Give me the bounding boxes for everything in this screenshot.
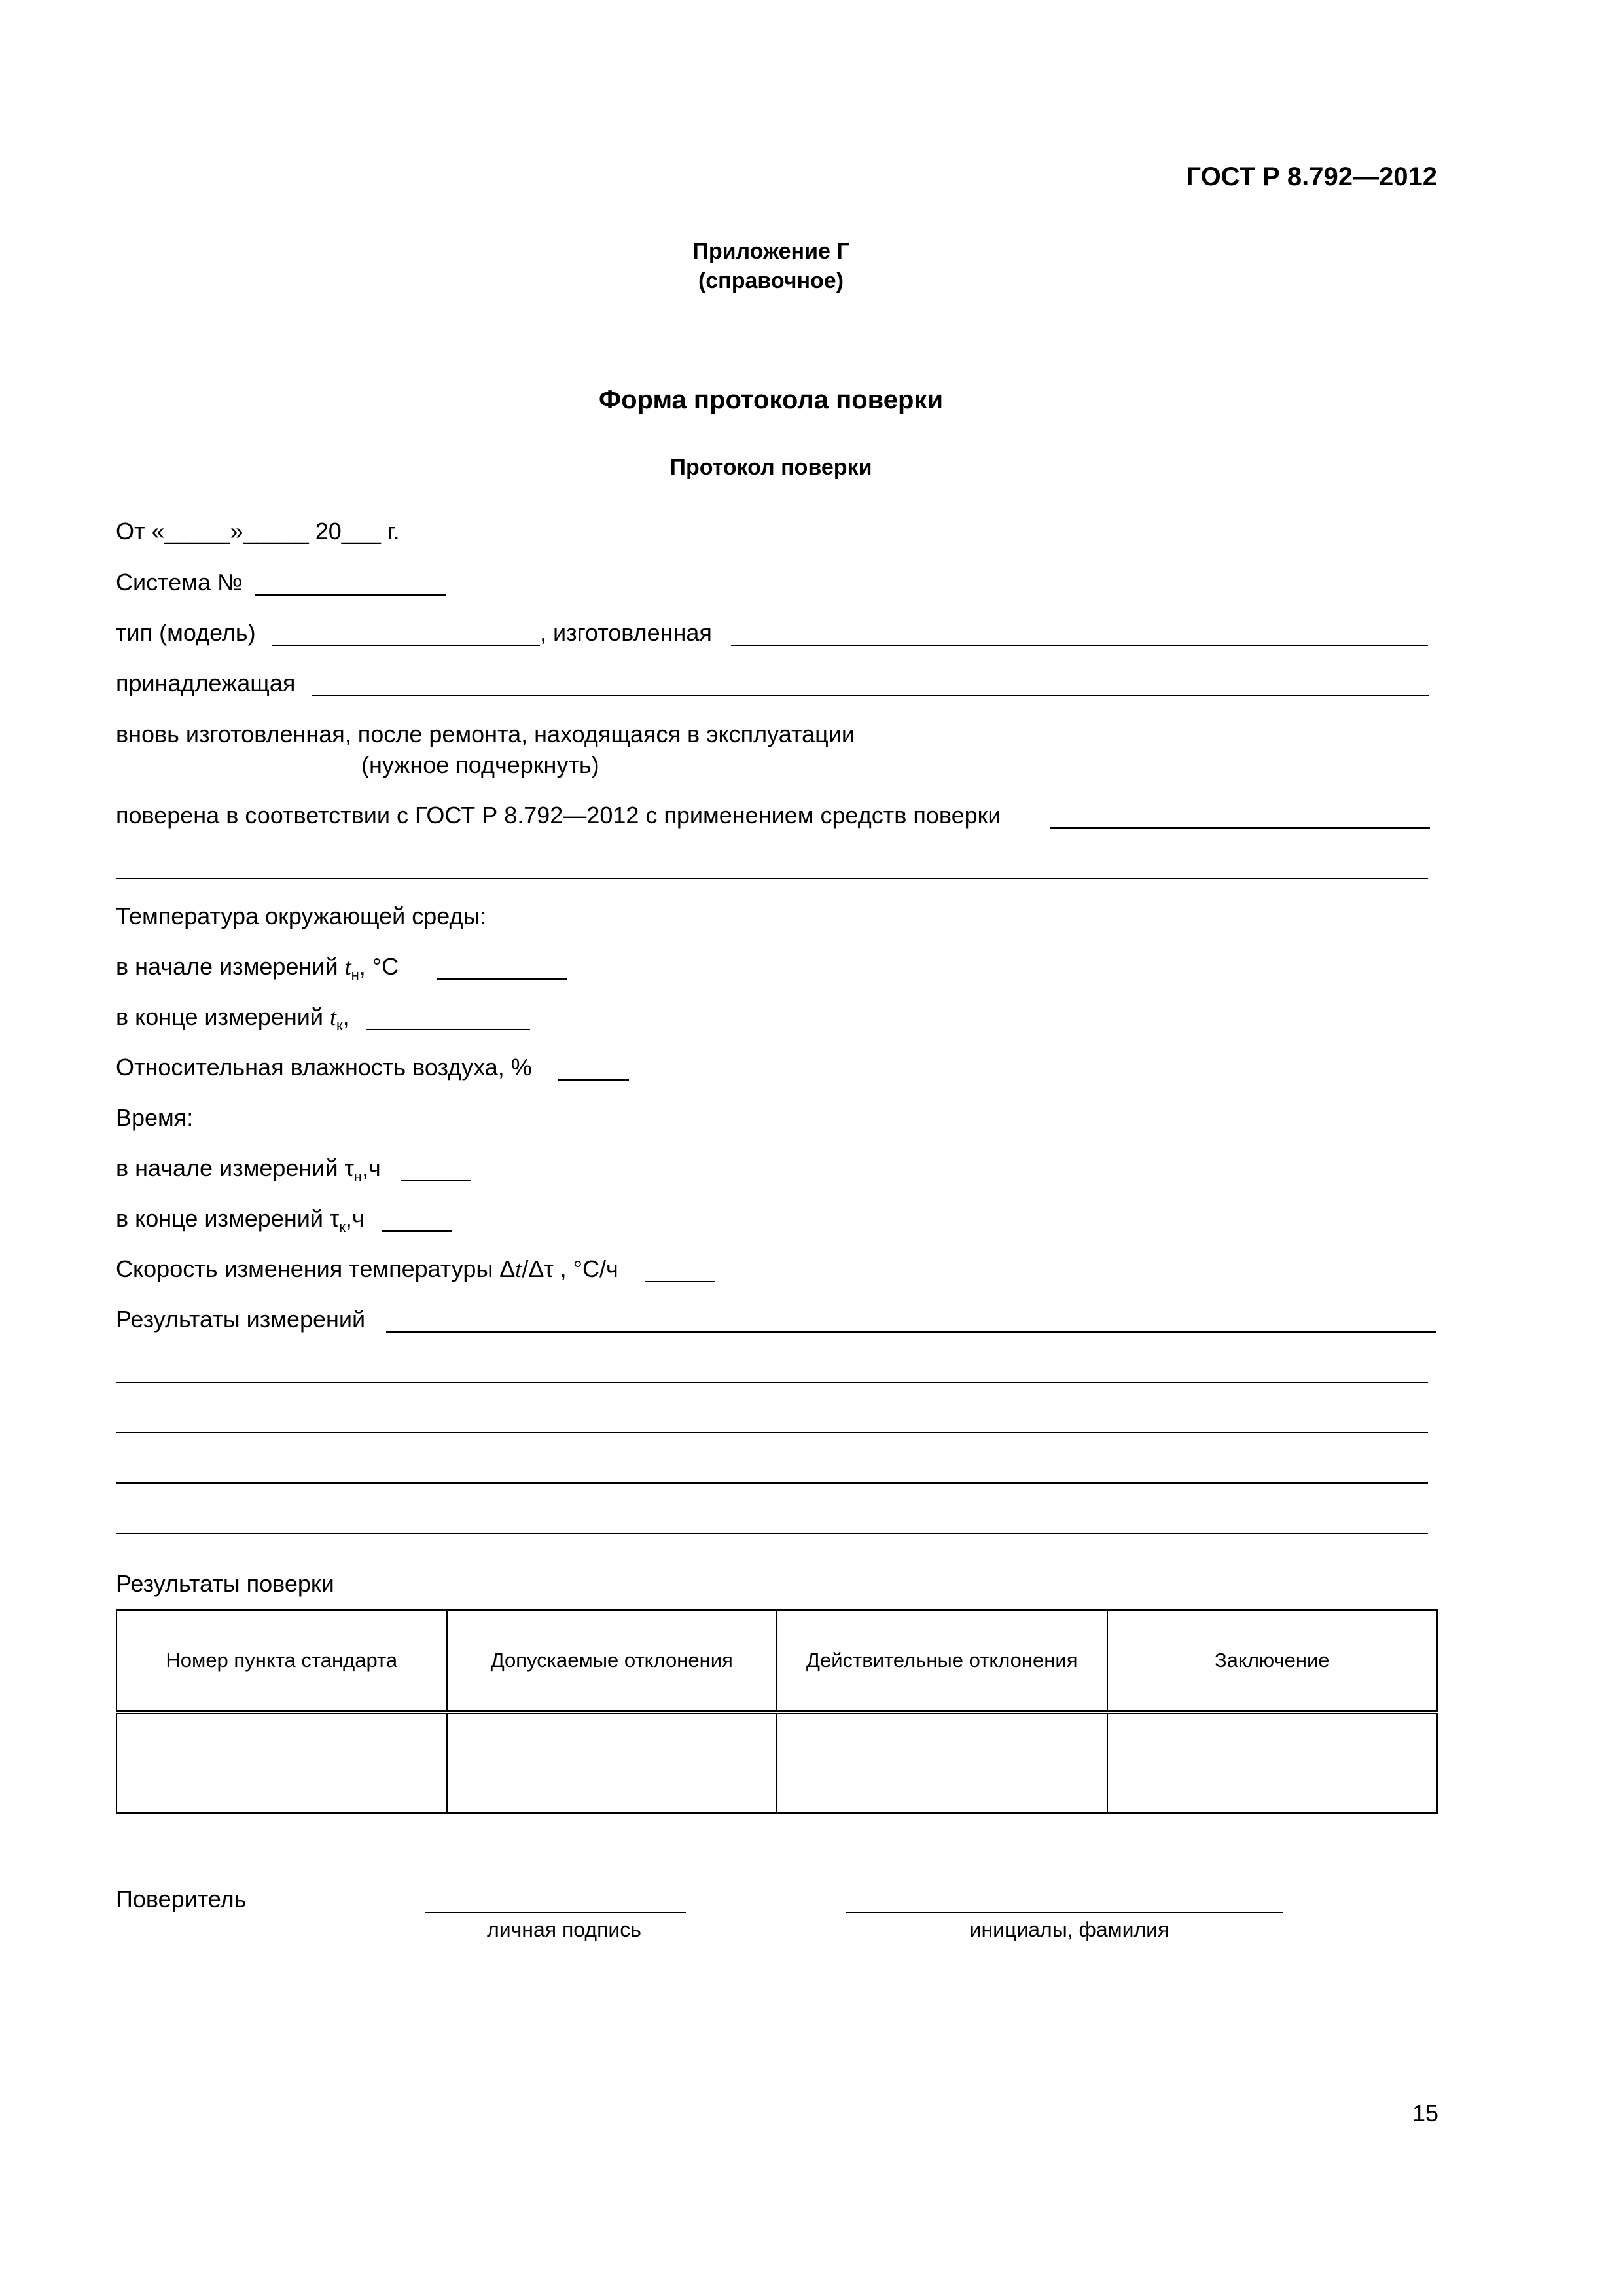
column-header: Номер пункта стандарта — [116, 1610, 447, 1712]
name-caption: инициалы, фамилия — [969, 1918, 1169, 1941]
column-header: Действительные отклонения — [777, 1610, 1107, 1712]
measurements-line-4[interactable] — [116, 1482, 1428, 1484]
verified-by-label: поверена в соответствии с ГОСТ Р 8.792—2012 с применением средств поверки — [116, 802, 1001, 829]
time-start-line[interactable] — [401, 1180, 471, 1181]
measurements-line-2[interactable] — [116, 1382, 1428, 1383]
table-cell[interactable] — [1107, 1712, 1438, 1813]
measurements-line-3[interactable] — [116, 1432, 1428, 1433]
state-hint: (нужное подчеркнуть) — [361, 751, 599, 778]
manufactured-label: , изготовленная — [540, 619, 712, 646]
table-row — [116, 1712, 1437, 1813]
document-code: ГОСТ Р 8.792—2012 — [1186, 162, 1437, 191]
results-title: Результаты поверки — [116, 1570, 334, 1597]
results-table — [116, 1609, 1438, 1814]
humidity-label: Относительная влажность воздуха, % — [116, 1054, 532, 1081]
humidity-line[interactable] — [558, 1079, 629, 1081]
temp-end-line[interactable] — [366, 1029, 530, 1030]
rate-line[interactable] — [645, 1281, 715, 1282]
rate-field: Скорость изменения температуры Δt/Δτ , °С/ч — [116, 1255, 618, 1282]
owner-label: принадлежащая — [116, 670, 296, 696]
ambient-temp-heading: Температура окружающей среды: — [116, 903, 487, 929]
manufactured-line[interactable] — [731, 645, 1428, 646]
verification-means-line-2[interactable] — [116, 878, 1428, 879]
measurements-label: Результаты измерений — [116, 1306, 366, 1333]
verifier-label: Поверитель — [116, 1886, 247, 1912]
verification-means-line[interactable] — [1050, 827, 1430, 829]
temp-start-line[interactable] — [437, 978, 567, 980]
time-heading: Время: — [116, 1104, 194, 1131]
column-header: Допускаемые отклонения — [447, 1610, 777, 1712]
system-number-label: Система № — [116, 569, 243, 596]
table-cell[interactable] — [777, 1712, 1107, 1813]
measurements-line-5[interactable] — [116, 1533, 1428, 1534]
column-header: Заключение — [1107, 1610, 1438, 1712]
signature-caption: личная подпись — [487, 1918, 641, 1941]
page-number: 15 — [1412, 2100, 1438, 2126]
protocol-title: Протокол поверки — [669, 455, 872, 480]
signature-line[interactable] — [425, 1912, 686, 1913]
table-cell[interactable] — [116, 1712, 447, 1813]
temp-end-field: в конце измерений $t_к$, — [116, 1003, 349, 1033]
state-options: вновь изготовленная, после ремонта, находящаяся в эксплуатации — [116, 721, 855, 747]
system-number-line[interactable] — [255, 594, 446, 596]
date-field[interactable]: От «_____»_____ 20___ г. — [116, 518, 400, 545]
type-model-line[interactable] — [272, 645, 540, 646]
name-line[interactable] — [846, 1912, 1283, 1913]
type-model-label: тип (модель) — [116, 619, 256, 646]
time-end-line[interactable] — [382, 1230, 452, 1232]
time-start-field: в начале измерений $\tau_н,ч$ — [116, 1155, 381, 1185]
appendix-title: Приложение Г — [692, 239, 849, 264]
table-cell[interactable] — [447, 1712, 777, 1813]
appendix-subtitle: (справочное) — [698, 268, 844, 293]
results-table-header — [116, 1610, 1437, 1712]
measurements-line-1[interactable] — [386, 1331, 1436, 1333]
form-title: Форма протокола поверки — [598, 386, 944, 414]
temp-start-field: в начале измерений $t_н$, °C — [116, 953, 399, 983]
owner-line[interactable] — [312, 695, 1429, 696]
time-end-field: в конце измерений $\tau_к,ч$ — [116, 1205, 365, 1235]
